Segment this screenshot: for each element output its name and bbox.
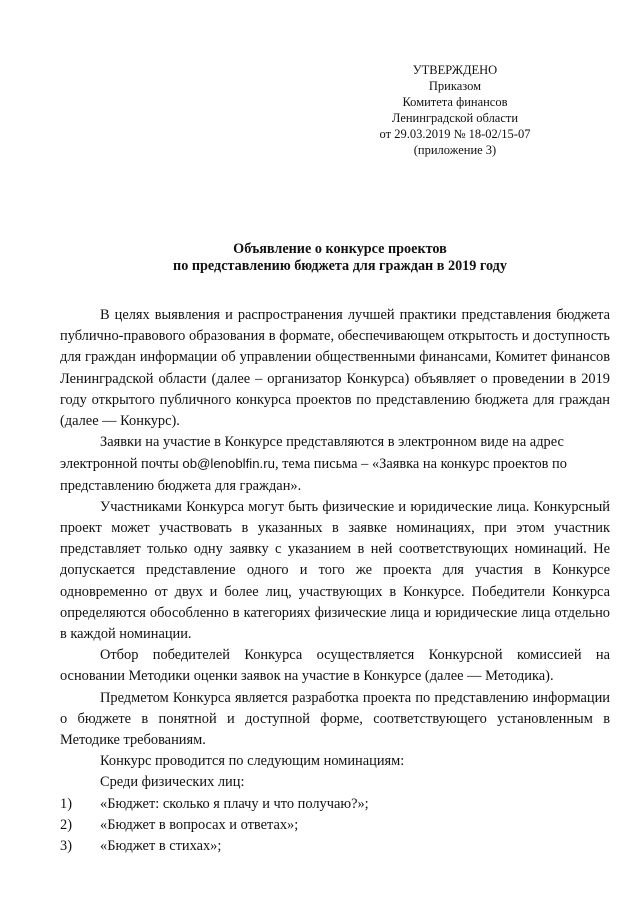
approval-stamp [350,62,560,158]
title-line-1: Объявление о конкурсе проектов [233,241,447,257]
nomination-item [60,836,610,857]
paragraph-subject: Предметом Конкурса является разработка проекта по представлению информации о бюджете в понятной и доступной форме, соответствующего установленным в Методике требованиям. [60,689,610,749]
title-line-2: по представлению бюджета для граждан в 2019 году [173,258,507,274]
nomination-item [60,794,610,815]
nomination-number: 2) [60,816,72,833]
nomination-item [60,815,610,836]
nomination-text: «Бюджет в вопросах и ответах»; [100,816,299,833]
approval-line: Приказом [428,79,482,93]
email-link[interactable]: ob@lenoblfin.ru [182,456,275,472]
paragraph-nominations-intro: Конкурс проводится по следующим номинациям: [100,753,405,770]
nomination-text: «Бюджет в стихах»; [100,838,222,855]
approval-order-number: от 29.03.2019 № 18-02/15-07 [379,127,531,141]
document-body [60,305,610,857]
nomination-number: 3) [60,838,72,855]
document-title [60,241,620,275]
paragraph-selection: Отбор победителей Конкурса осуществляется Конкурсной комиссией на основании Методики оценки заявок на участие в Конкурсе (далее — Методика). [60,647,610,685]
approval-heading: УТВЕРЖДЕНО [412,63,498,77]
approval-appendix: (приложение 3) [413,143,497,157]
submission-text: Заявки на участие в Конкурсе представляются в электронном виде на адрес электронной почты [60,434,564,473]
paragraph-submission [60,432,610,497]
submission-subject-text: , тема письма – «Заявка на конкурс проектов по представлению бюджета для граждан». [60,456,567,494]
nomination-number: 1) [60,795,72,812]
paragraph-participants: Участниками Конкурса могут быть физические и юридические лица. Конкурсный проект может участвовать в указанных в заявке номинациях, при этом участник представляет только одну заявку с указанием в ней соответствующих номинаций. Не допускается представление одного и того же проекта для участия в Конкурсе одновременно от двух и более лиц, участвующих в Конкурсе. Победители Конкурса определяются обособленно в категориях физические лица и юридические лица отдельно в каждой номинации. [60,498,610,643]
paragraph-individuals-heading: Среди физических лиц: [100,774,245,791]
approval-line: Комитета финансов [402,95,508,109]
paragraph-purpose: В целях выявления и распространения лучшей практики представления бюджета публично-правового образования в формате, обеспечивающем открытость и доступность для граждан информации об управлении общественными финансами, Комитет финансов Ленинградской области (далее – организатор Конкурса) объявляет о проведении в 2019 году открытого публичного конкурса проектов по представлению бюджета для граждан (далее — Конкурс). [60,307,610,430]
approval-line: Ленинградской области [391,111,519,125]
nomination-text: «Бюджет: сколько я плачу и что получаю?»; [100,795,369,812]
